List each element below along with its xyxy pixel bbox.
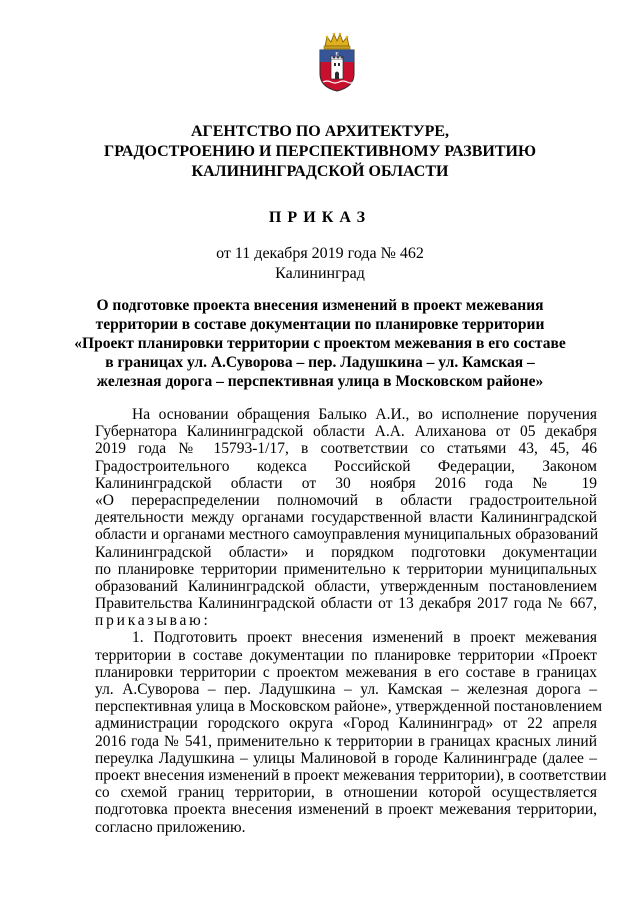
body-line: согласно приложению.: [95, 818, 246, 836]
subject-line: «Проект планировки территории с проектом межевания в его составе: [74, 335, 566, 352]
body-line: проект внесения изменений в проект межевания территории), в соответствии: [95, 766, 607, 784]
body-line: подготовка проекта внесения изменений в проект межевания территории,: [95, 801, 597, 819]
body-line: 1. Подготовить проект внесения изменений в проект межевания: [132, 629, 597, 647]
body-line: перспективная улица в Московском районе», утвержденной постановлением: [95, 698, 603, 716]
subject-line: территории в составе документации по планировке территории: [95, 316, 545, 333]
body-line: области и органами местного самоуправления муниципальных образований: [95, 526, 599, 544]
document-date: от 11 декабря 2019 года № 462: [216, 245, 424, 262]
body-line: Правительства Калининградской области от 13 декабря 2017 года № 667,: [95, 595, 597, 613]
body-line: 2019 года № 15793-1/17, в соответствии со статьями 43, 45, 46: [95, 440, 597, 458]
document-date-block: [0, 244, 640, 284]
body-line: переулка Ладушкина – улицы Малиновой в городе Калининграде (далее –: [95, 749, 597, 767]
order-word: приказываю:: [95, 612, 211, 630]
body-line: 2016 года № 541, применительно к территории в границах красных линий: [95, 732, 597, 750]
body-line: Градостроительного кодекса Российской Федерации, Законом: [95, 457, 597, 475]
subject-line: железная дорога – перспективная улица в Московском районе»: [96, 373, 544, 390]
body-line: образований Калининградской области, утвержденным постановлением: [95, 577, 597, 595]
document-subject: [0, 296, 640, 391]
body-line: планировки территории с проектом межевания в его составе в границах: [95, 663, 597, 681]
body-line: Калининградской области» и порядком подготовки документации: [95, 543, 597, 561]
body-line: территории в составе документации по планировке территории «Проект: [95, 646, 597, 664]
agency-line: КАЛИНИНГРАДСКОЙ ОБЛАСТИ: [191, 163, 449, 180]
body-line: Губернатора Калининградской области А.А. Алиханова от 05 декабря: [95, 423, 597, 441]
svg-text:E: E: [335, 52, 339, 58]
coat-of-arms-icon: [317, 32, 357, 92]
body-line: со схемой границ территории, в отношении которой осуществляется: [95, 784, 597, 802]
body-line: «О перераспределении полномочий в области градостроительной: [95, 491, 597, 509]
body-line: по планировке территории применительно к территории муниципальных: [95, 560, 597, 578]
agency-name: [0, 122, 640, 182]
document-body: [95, 406, 607, 836]
body-line: администрации городского округа «Город Калининград» от 22 апреля: [95, 715, 597, 733]
agency-line: ГРАДОСТРОЕНИЮ И ПЕРСПЕКТИВНОМУ РАЗВИТИЮ: [104, 143, 536, 160]
document-type: ПРИКАЗ: [268, 209, 372, 226]
agency-line: АГЕНТСТВО ПО АРХИТЕКТУРЕ,: [190, 123, 450, 140]
body-line: На основании обращения Балыко А.И., во исполнение поручения: [132, 406, 597, 423]
body-line: Калининградской области от 30 ноября 2016 года № 19: [95, 474, 597, 492]
body-line: ул. А.Суворова – пер. Ладушкина – ул. Камская – железная дорога –: [95, 681, 597, 698]
subject-line: в границах ул. А.Суворова – пер. Ладушкина – ул. Камская –: [105, 354, 535, 371]
document-city: Калининград: [275, 265, 365, 282]
body-line: деятельности между органами государственной власти Калининградской: [95, 509, 597, 527]
subject-line: О подготовке проекта внесения изменений в проект межевания: [96, 297, 544, 314]
